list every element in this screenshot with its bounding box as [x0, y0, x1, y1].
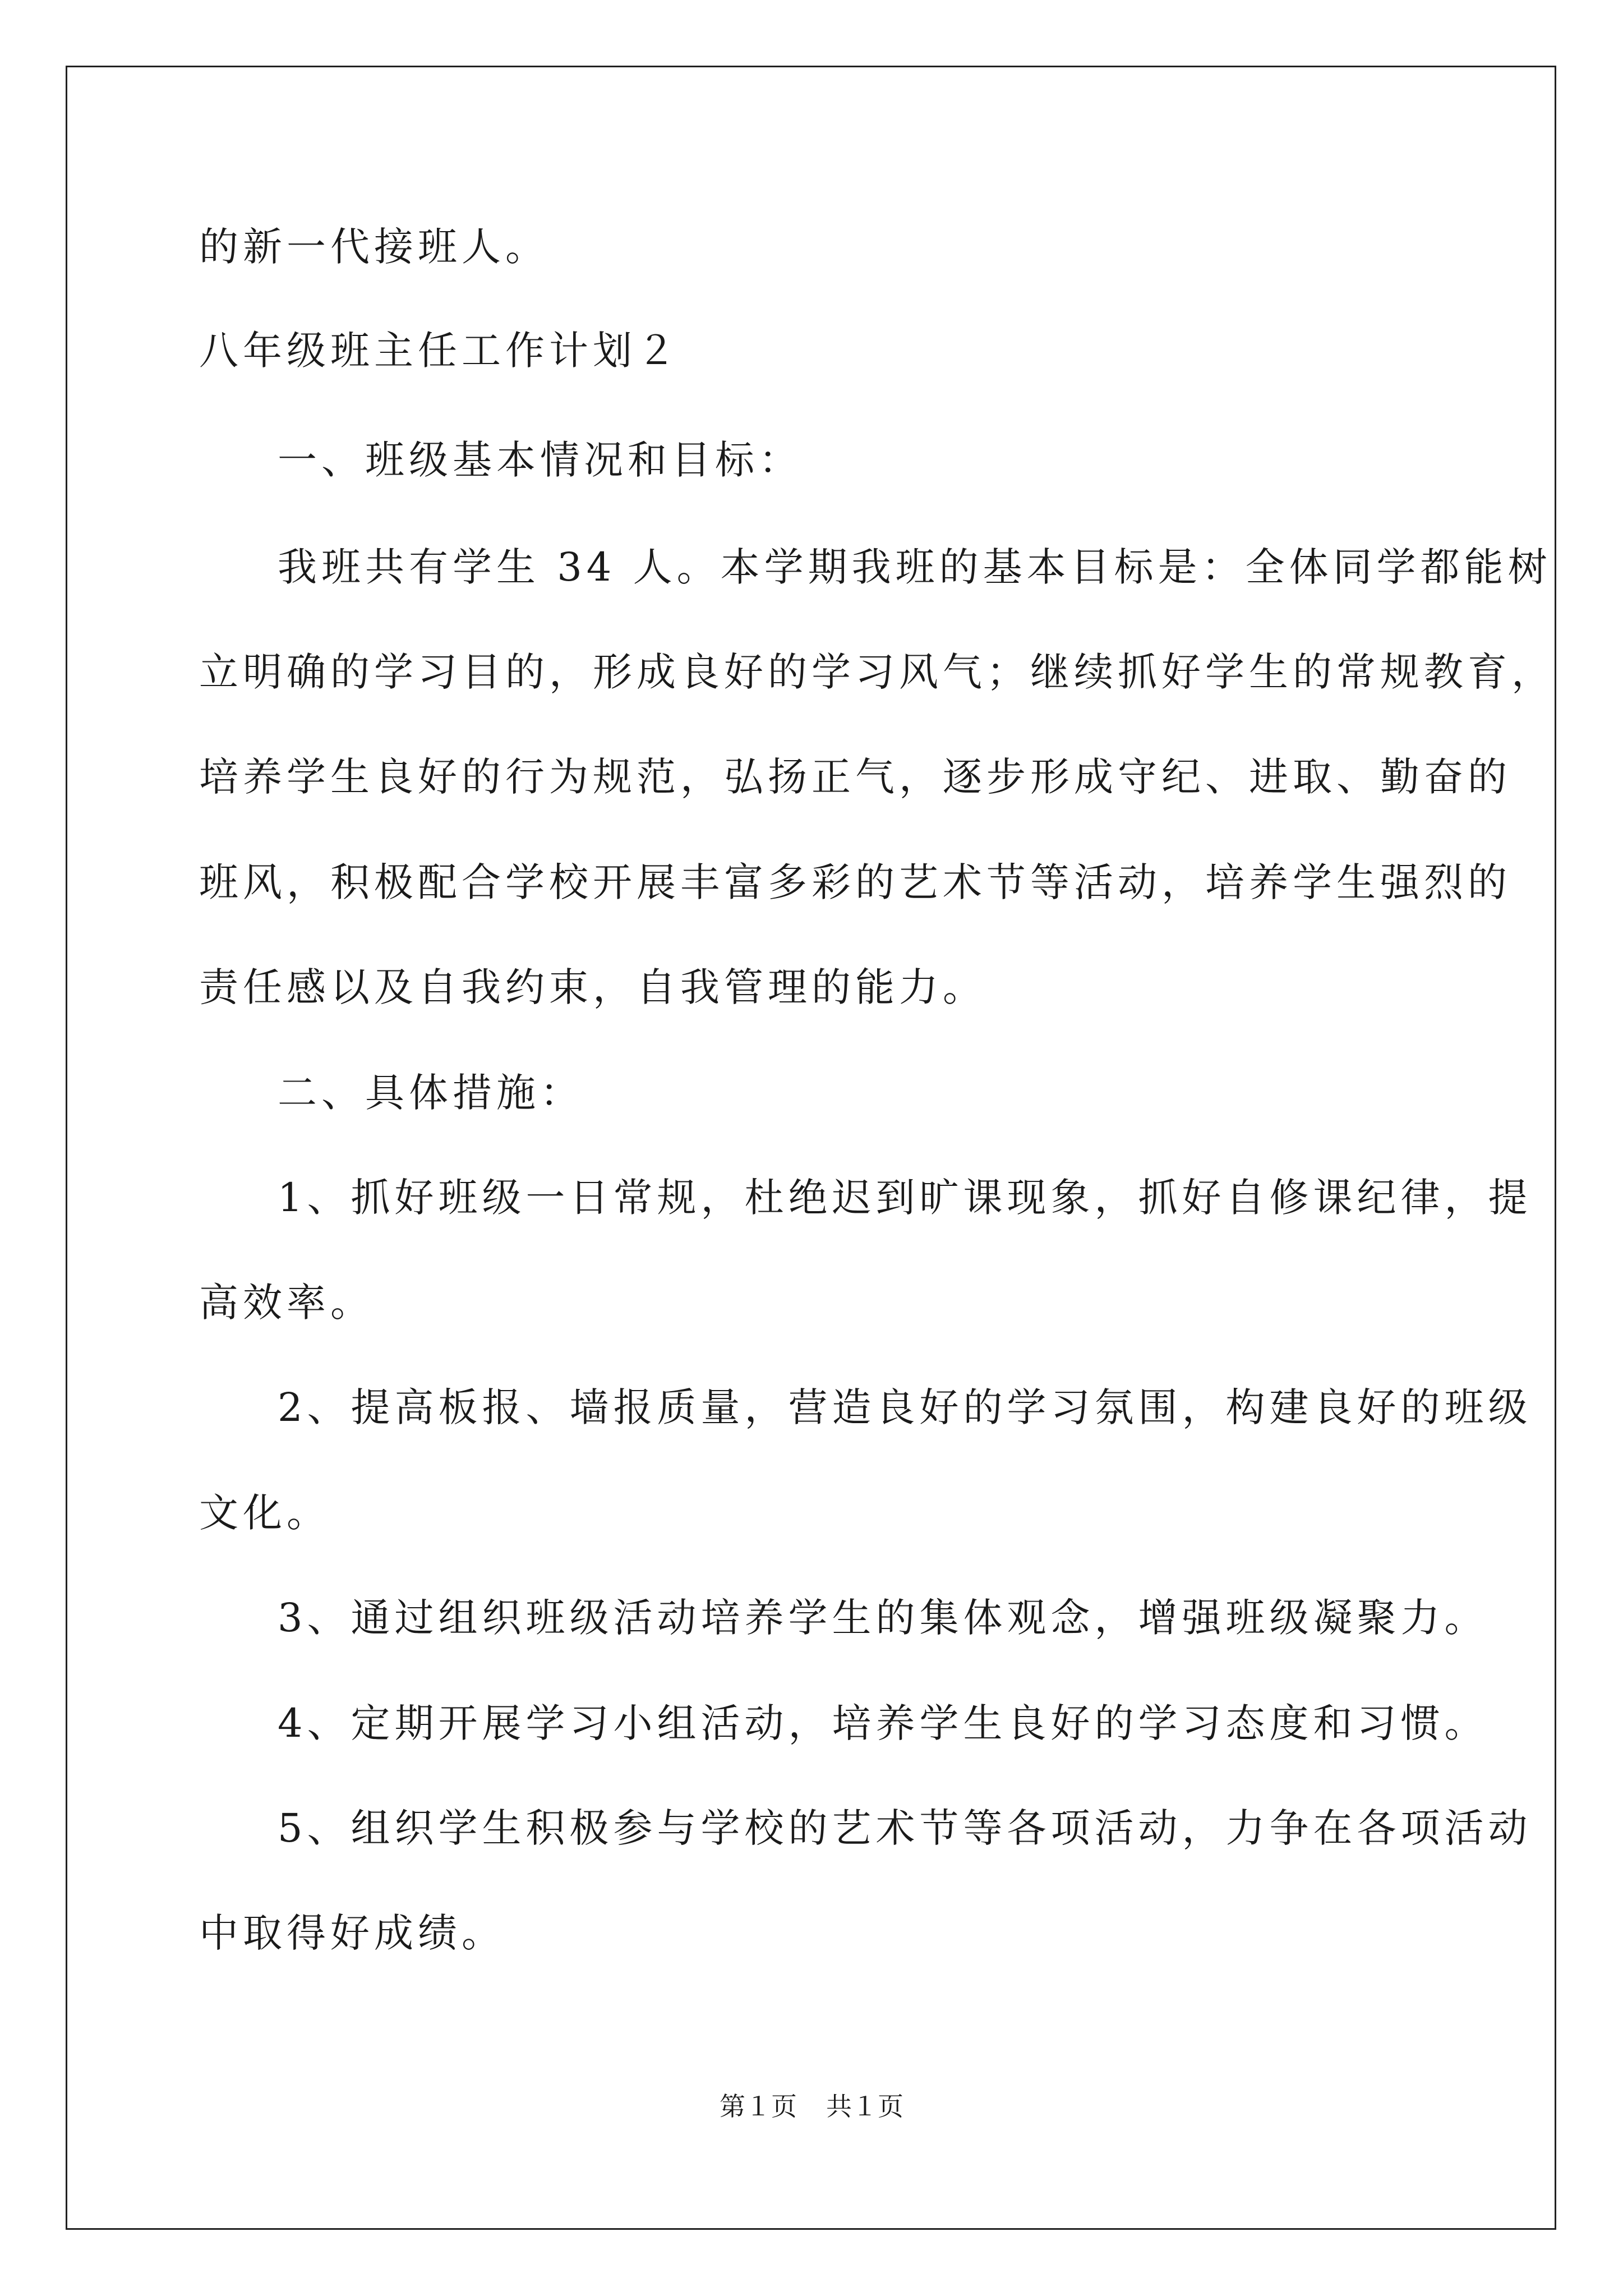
- list-item: 4、定期开展学习小组活动，培养学生良好的学习态度和习惯。: [278, 1700, 1488, 1746]
- list-item-continuation: 中取得好成绩。: [199, 1910, 505, 1956]
- paragraph-line: 的新一代接班人。: [199, 224, 549, 270]
- page-total: 共１页: [826, 2091, 903, 2122]
- paragraph-line: 班风，积极配合学校开展丰富多彩的艺术节等活动，培养学生强烈的: [199, 859, 1511, 905]
- list-item: 5、组织学生积极参与学校的艺术节等各项活动，力争在各项活动: [278, 1805, 1532, 1851]
- section-heading: 二、具体措施：: [278, 1070, 584, 1116]
- section-heading: 一、班级基本情况和目标：: [278, 437, 803, 483]
- list-item-continuation: 高效率。: [199, 1280, 374, 1326]
- paragraph-line: 立明确的学习目的，形成良好的学习风气；继续抓好学生的常规教育，: [199, 649, 1555, 695]
- paragraph-line: 我班共有学生 34 人。本学期我班的基本目标是：全体同学都能树: [278, 544, 1552, 590]
- page-border: [66, 66, 1556, 2230]
- list-item-continuation: 文化。: [199, 1490, 330, 1536]
- section-title: 八年级班主任工作计划２: [199, 328, 680, 374]
- page-footer: [0, 2090, 1623, 2123]
- list-item: 3、通过组织班级活动培养学生的集体观念，增强班级凝聚力。: [278, 1595, 1488, 1641]
- page-number: 第１页: [720, 2091, 797, 2122]
- paragraph-line: 责任感以及自我约束，自我管理的能力。: [199, 964, 986, 1010]
- list-item: 1、抓好班级一日常规，杜绝迟到旷课现象，抓好自修课纪律，提: [278, 1175, 1532, 1221]
- list-item: 2、提高板报、墙报质量，营造良好的学习氛围，构建良好的班级: [278, 1384, 1532, 1430]
- paragraph-line: 培养学生良好的行为规范，弘扬正气，逐步形成守纪、进取、勤奋的: [199, 754, 1511, 800]
